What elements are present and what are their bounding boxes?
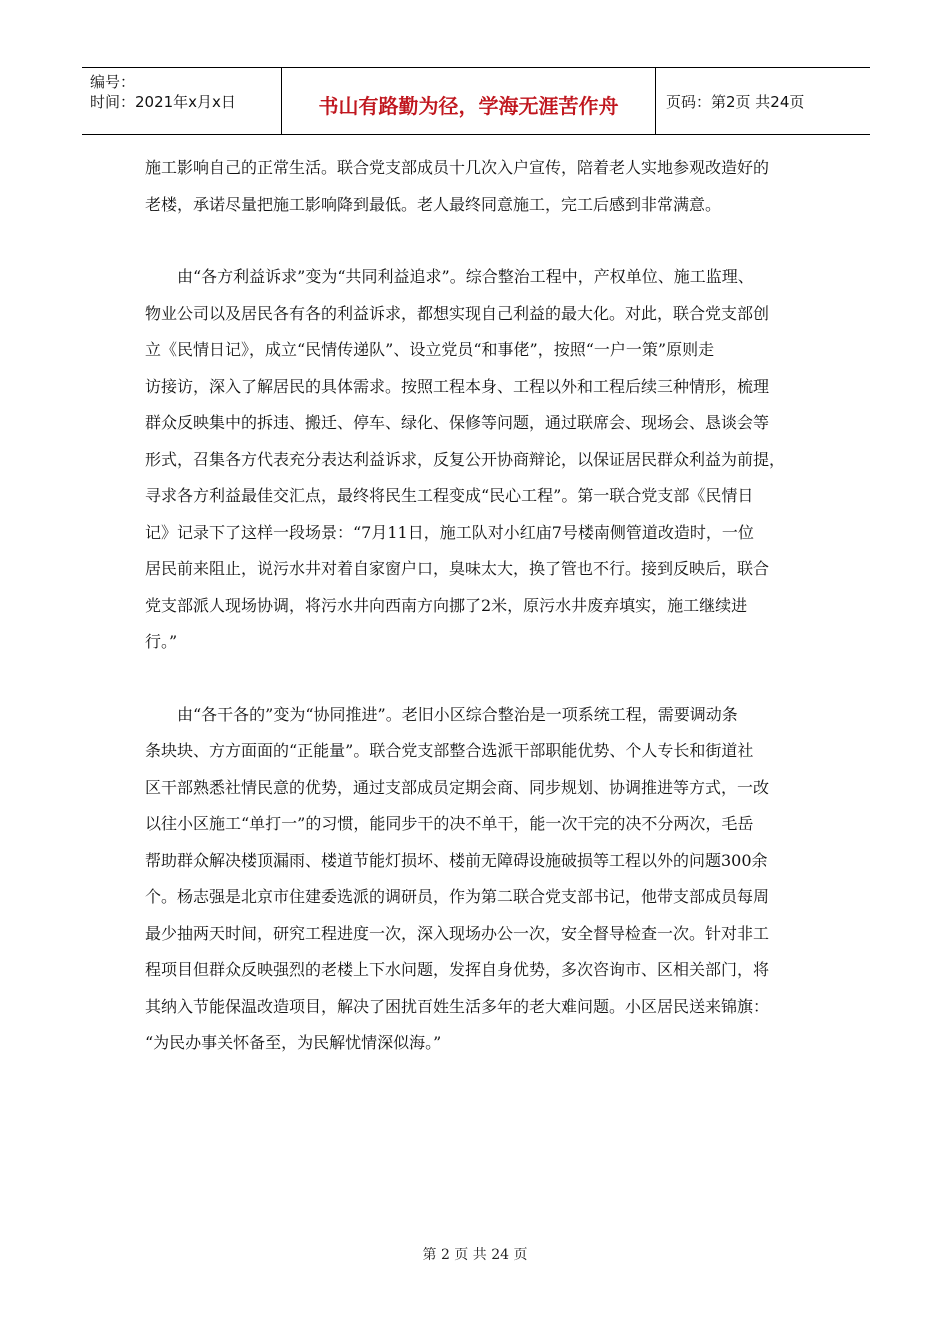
text-line: 个。杨志强是北京市住建委选派的调研员，作为第二联合党支部书记，他带支部成员每周 xyxy=(145,887,770,906)
paragraph-continued xyxy=(145,150,810,223)
text-line: 以往小区施工“单打一”的习惯，能同步干的决不单干，能一次干完的决不分两次，毛岳 xyxy=(145,814,754,833)
motto-cell xyxy=(282,68,656,134)
text-line: 记》记录下了这样一段场景：“7月11日，施工队对小红庙7号楼南侧管道改造时，一位 xyxy=(145,522,754,542)
text-line: 帮助群众解决楼顶漏雨、楼道节能灯损坏、楼前无障碍设施破损等工程以外的问题300余 xyxy=(145,850,768,870)
document-header xyxy=(82,67,870,135)
document-body xyxy=(145,150,810,1062)
text-line: 老楼，承诺尽量把施工影响降到最低。老人最终同意施工，完工后感到非常满意。 xyxy=(145,194,722,214)
paragraph-coordinated-progress xyxy=(145,697,810,1062)
header-meta-cell xyxy=(82,68,282,134)
text-line: 党支部派人现场协调，将污水井向西南方向挪了2米，原污水井废弃填实，施工继续进 xyxy=(145,595,748,615)
text-line: 立《民情日记》，成立“民情传递队”、设立党员“和事佬”，按照“一户一策”原则走 xyxy=(145,340,715,359)
footer-page-number: 第 2 页 共 24 页 xyxy=(422,1247,528,1263)
doc-number-label: 编号： xyxy=(90,73,136,91)
text-line: 访接访，深入了解居民的具体需求。按照工程本身、工程以外和工程后续三种情形，梳理 xyxy=(145,376,770,396)
text-line: 其纳入节能保温改造项目，解决了困扰百姓生活多年的老大难问题。小区居民送来锦旗： xyxy=(145,996,770,1016)
text-line: 居民前来阻止，说污水井对着自家窗户口，臭味太大，换了管也不行。接到反映后，联合 xyxy=(145,559,770,578)
time-label: 时间：2021年x月x日 xyxy=(90,93,236,111)
page-number-cell xyxy=(656,68,870,134)
paragraph-interest-demands xyxy=(145,259,810,661)
motto-text: 书山有路勤为径，学海无涯苦作舟 xyxy=(318,93,619,118)
text-line: 条块块、方方面面的“正能量”。联合党支部整合选派干部职能优势、个人专长和街道社 xyxy=(145,741,754,760)
text-line: 物业公司以及居民各有各的利益诉求，都想实现自己利益的最大化。对此，联合党支部创 xyxy=(145,303,770,323)
text-line: 行。” xyxy=(145,632,178,651)
text-line: 区干部熟悉社情民意的优势，通过支部成员定期会商、同步规划、协调推进等方式，一改 xyxy=(145,777,770,797)
page-label: 页码：第2页 共24页 xyxy=(666,92,805,111)
text-line: 施工影响自己的正常生活。联合党支部成员十几次入户宣传，陪着老人实地参观改造好的 xyxy=(145,158,770,177)
page-footer xyxy=(0,1244,950,1264)
text-line: 由“各方利益诉求”变为“共同利益追求”。综合整治工程中，产权单位、施工监理、 xyxy=(177,267,754,286)
text-line: 最少抽两天时间，研究工程进度一次，深入现场办公一次，安全督导检查一次。针对非工 xyxy=(145,923,770,943)
text-line: 形式，召集各方代表充分表达利益诉求，反复公开协商辩论，以保证居民群众利益为前提， xyxy=(145,449,786,469)
text-line: 程项目但群众反映强烈的老楼上下水问题，发挥自身优势，多次咨询市、区相关部门，将 xyxy=(145,960,770,979)
text-line: “为民办事关怀备至，为民解忧情深似海。” xyxy=(145,1033,442,1052)
text-line: 寻求各方利益最佳交汇点，最终将民生工程变成“民心工程”。第一联合党支部《民情日 xyxy=(145,486,754,505)
text-line: 群众反映集中的拆违、搬迁、停车、绿化、保修等问题，通过联席会、现场会、恳谈会等 xyxy=(145,413,770,432)
text-line: 由“各干各的”变为“协同推进”。老旧小区综合整治是一项系统工程，需要调动条 xyxy=(177,704,738,724)
